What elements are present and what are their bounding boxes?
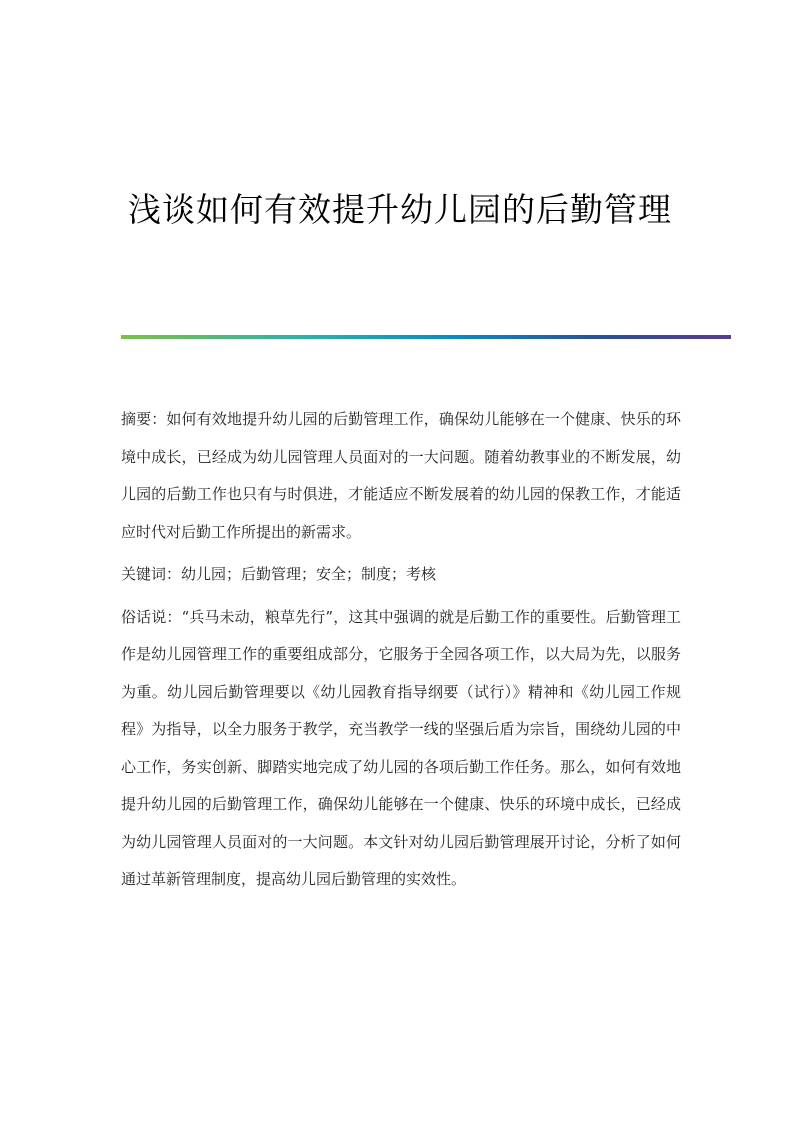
document-body [121,401,681,899]
title-divider [121,335,731,339]
document-title: 浅谈如何有效提升幼儿园的后勤管理 [128,190,672,229]
keywords-paragraph: 关键词：幼儿园；后勤管理；安全；制度；考核 [121,565,437,583]
body-paragraph: 俗话说：“兵马未动，粮草先行”，这其中强调的就是后勤工作的重要性。后勤管理工作是幼儿园管理工作的重要组成部分，它服务于全园各项工作，以大局为先，以服务为重。幼儿园后勤管理要以《幼儿园教育指导纲要（试行）》精神和《幼儿园工作规程》为指导，以全力服务于教学，充当教学一线的坚强后盾为宗旨，围绕幼儿园的中心工作，务实创新、脚踏实地完成了幼儿园的各项后勤工作任务。那么，如何有效地提升幼儿园的后勤管理工作，确保幼儿能够在一个健康、快乐的环境中成长，已经成为幼儿园管理人员面对的一大问题。本文针对幼儿园后勤管理展开讨论，分析了如何通过革新管理制度，提高幼儿园后勤管理的实效性。 [121,607,681,888]
abstract-paragraph: 摘要：如何有效地提升幼儿园的后勤管理工作，确保幼儿能够在一个健康、快乐的环境中成长，已经成为幼儿园管理人员面对的一大问题。随着幼教事业的不断发展，幼儿园的后勤工作也只有与时俱进，才能适应不断发展着的幼儿园的保教工作，才能适应时代对后勤工作所提出的新需求。 [121,410,681,541]
